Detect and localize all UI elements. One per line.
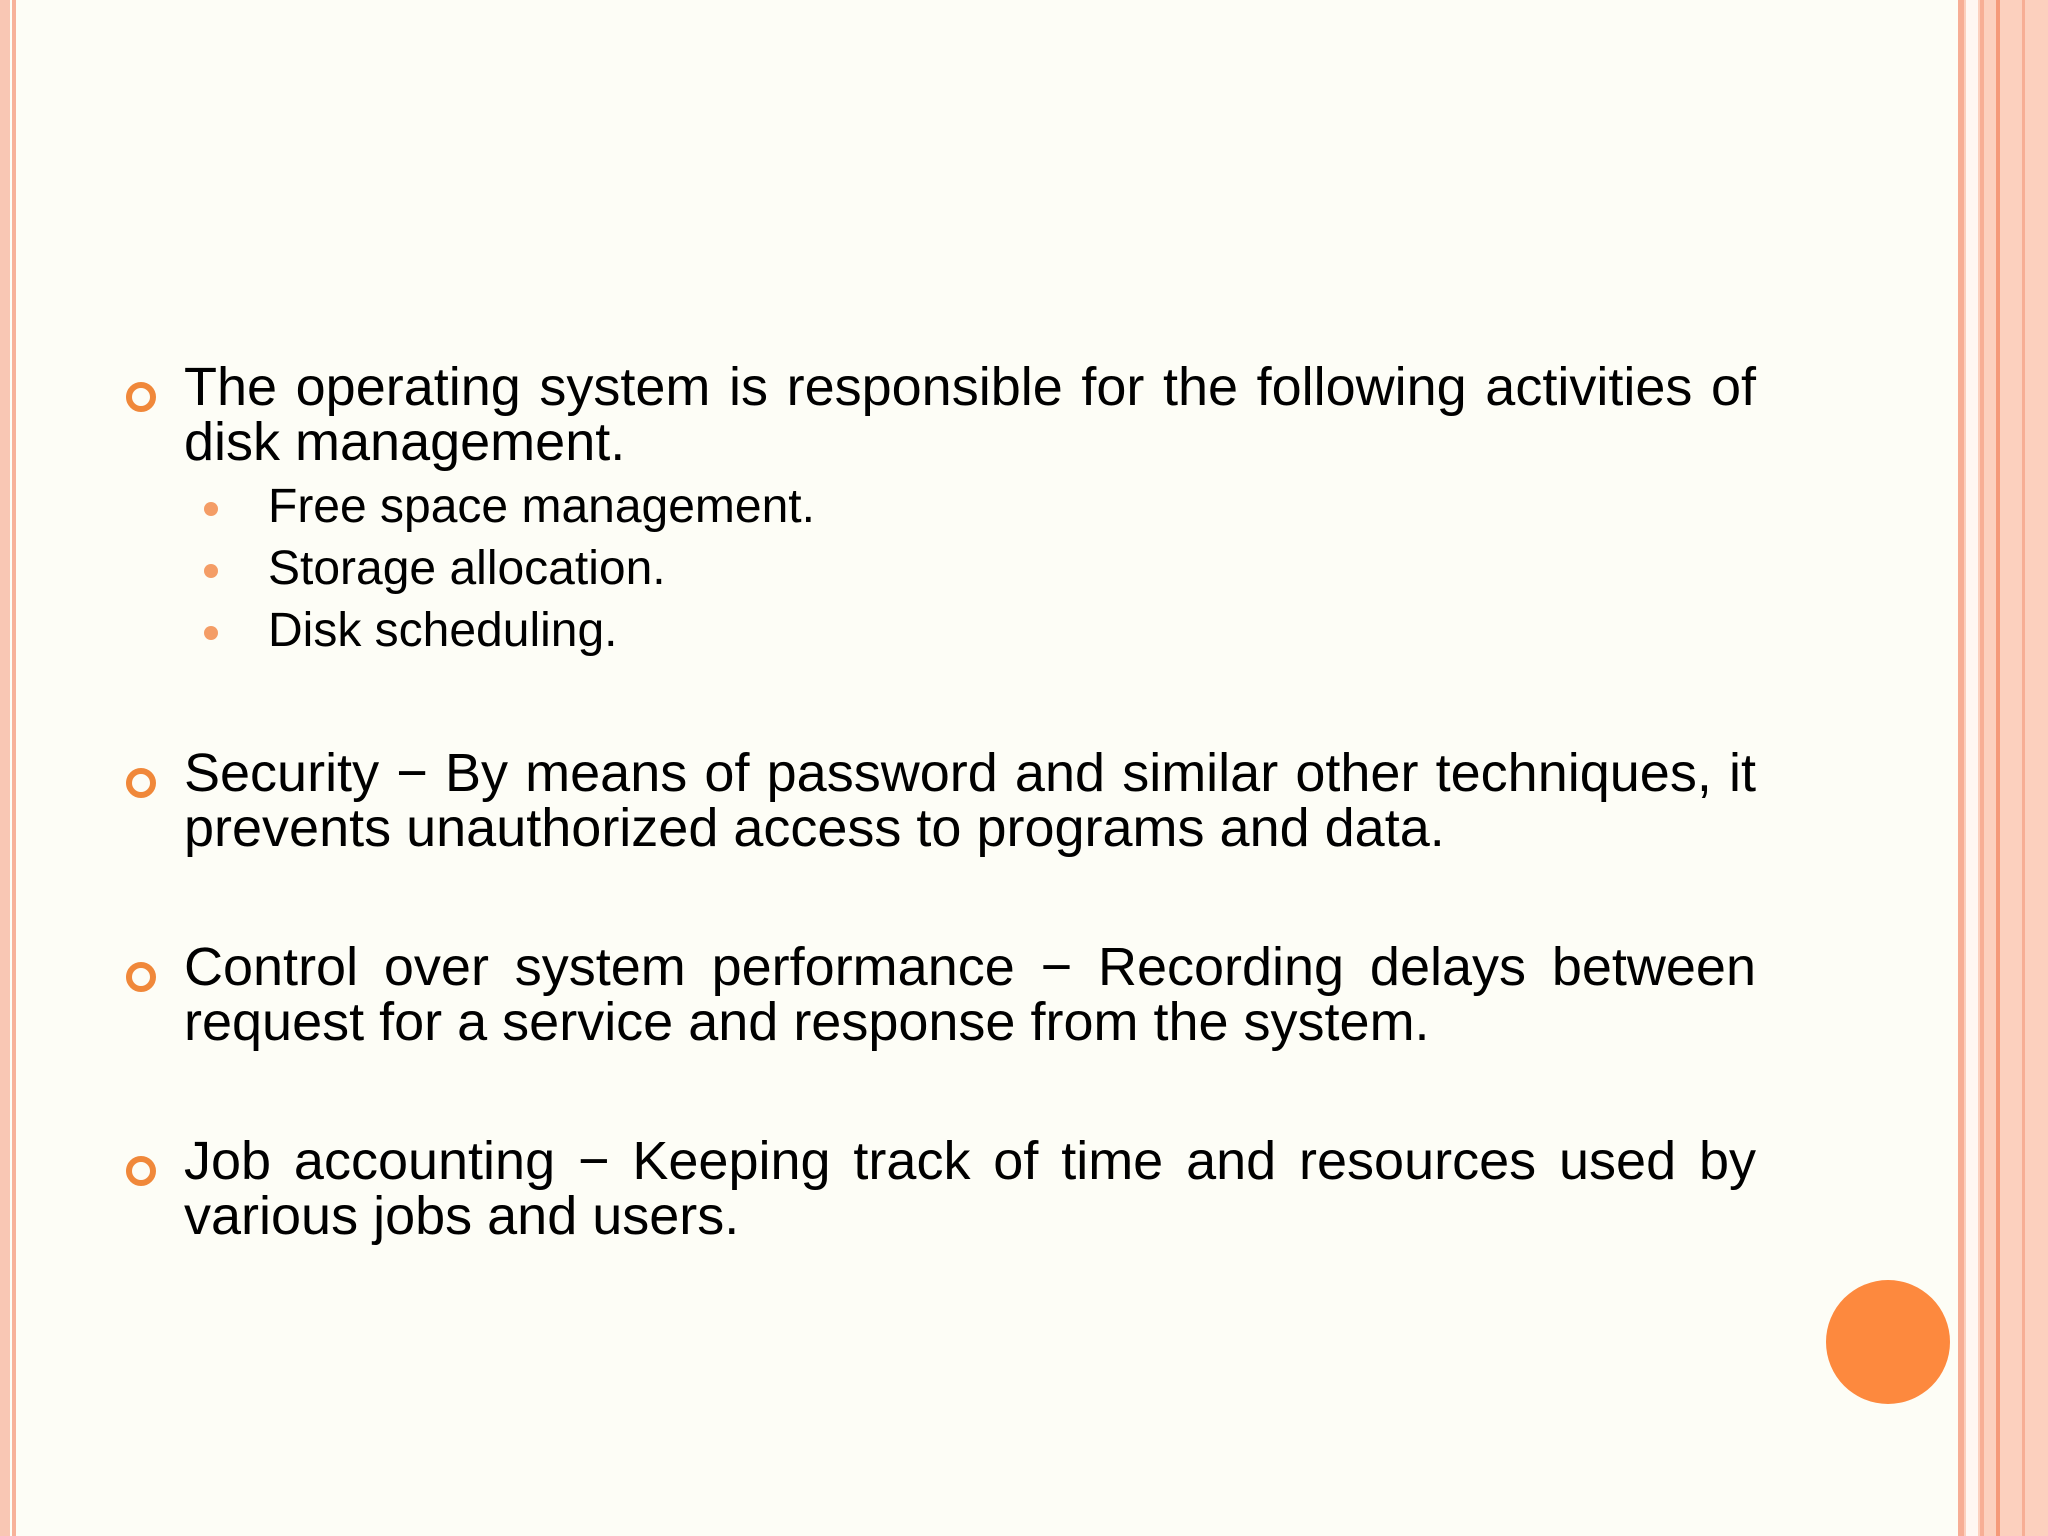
sub-bullet-text: Storage allocation.	[268, 542, 666, 595]
right-border-gap	[1966, 0, 1978, 1536]
ring-bullet-icon	[126, 382, 156, 412]
right-border-stripe	[1996, 0, 2000, 1536]
right-border-stripe	[1958, 0, 1964, 1536]
sub-bullet-text: Free space management.	[268, 480, 815, 533]
sub-bullet-text: Disk scheduling.	[268, 604, 618, 657]
dot-bullet-icon	[204, 626, 218, 640]
bullet-text: Job accounting − Keeping track of time and resources used by various jobs and users.	[184, 1131, 1756, 1246]
left-border-stripe-thin	[12, 0, 16, 1536]
sub-bullet-item	[264, 538, 1760, 600]
bullet-item-performance	[120, 937, 1760, 1052]
sub-bullet-list	[184, 476, 1760, 662]
bullet-text: Control over system performance − Recording delays between request for a service and response from the system.	[184, 937, 1756, 1052]
sub-bullet-item	[264, 600, 1760, 662]
bullet-text: Security − By means of password and similar other techniques, it prevents unauthorized access to programs and data.	[184, 743, 1756, 858]
bullet-text: The operating system is responsible for the following activities of disk management.	[184, 357, 1756, 472]
bullet-item-disk-management	[120, 357, 1760, 662]
bullet-item-security	[120, 743, 1760, 858]
dot-bullet-icon	[204, 564, 218, 578]
ring-bullet-icon	[126, 962, 156, 992]
ring-bullet-icon	[126, 1156, 156, 1186]
dot-bullet-icon	[204, 502, 218, 516]
right-border-stripe	[1980, 0, 1984, 1536]
sub-bullet-item	[264, 476, 1760, 538]
left-border-stripe	[0, 0, 10, 1536]
right-border-stripe	[2022, 0, 2025, 1536]
decorative-circle-icon	[1826, 1280, 1950, 1404]
bullet-item-job-accounting	[120, 1131, 1760, 1246]
slide-body	[120, 357, 1760, 1300]
ring-bullet-icon	[126, 768, 156, 798]
